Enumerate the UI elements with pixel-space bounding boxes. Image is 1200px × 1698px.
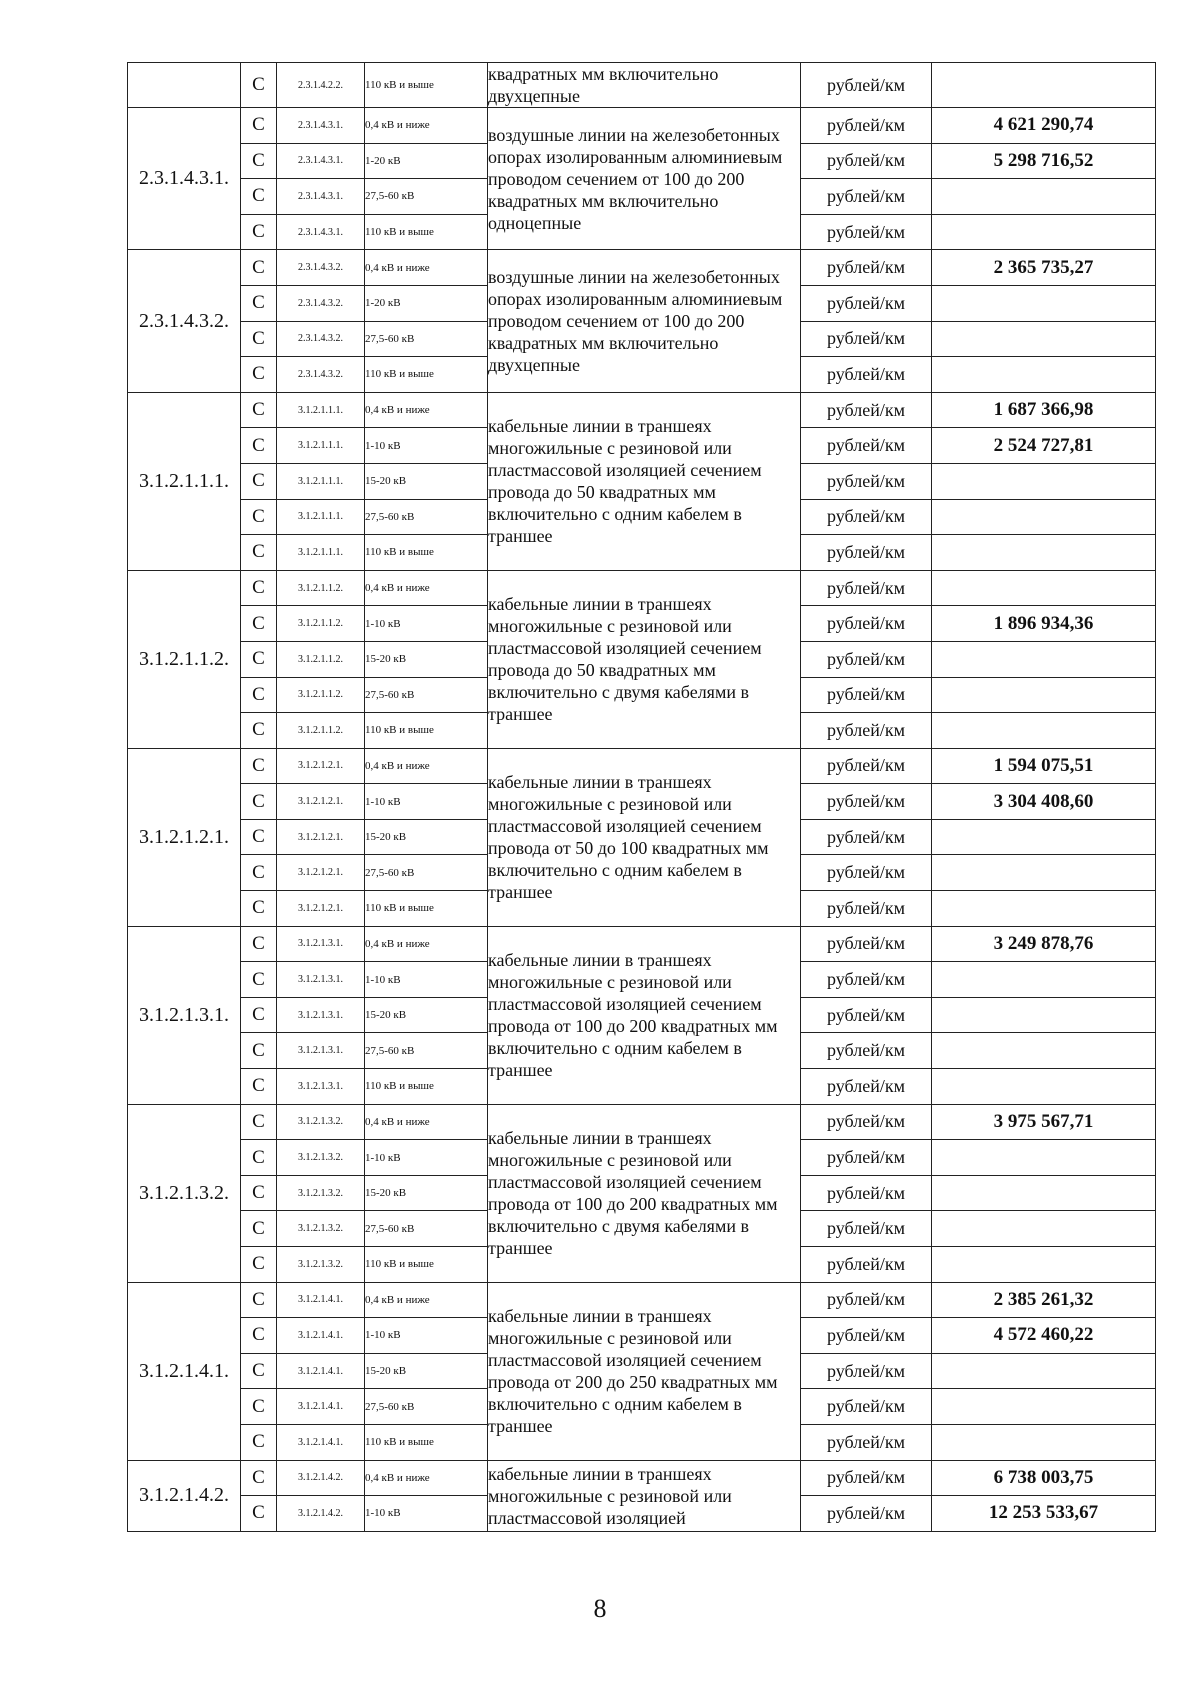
value-cell: 1 896 934,36 [932, 606, 1156, 642]
value-cell: 12 253 533,67 [932, 1496, 1156, 1532]
voltage-cell: 110 кВ и выше [365, 63, 488, 108]
subcode-cell: 3.1.2.1.1.1. [277, 499, 365, 535]
subcode-cell: 3.1.2.1.2.1. [277, 748, 365, 784]
category-cell: С [241, 179, 277, 215]
voltage-cell: 110 кВ и выше [365, 214, 488, 250]
value-cell [932, 1069, 1156, 1105]
subcode-cell: 3.1.2.1.2.1. [277, 891, 365, 927]
unit-cell: рублей/км [801, 962, 932, 998]
unit-cell: рублей/км [801, 357, 932, 393]
table-row [128, 926, 1156, 962]
unit-cell: рублей/км [801, 819, 932, 855]
unit-cell: рублей/км [801, 748, 932, 784]
unit-cell: рублей/км [801, 392, 932, 428]
voltage-cell: 1-10 кВ [365, 1140, 488, 1176]
voltage-cell: 110 кВ и выше [365, 535, 488, 571]
value-cell [932, 321, 1156, 357]
group-code: 3.1.2.1.1.2. [128, 570, 241, 748]
unit-cell: рублей/км [801, 250, 932, 286]
unit-cell: рублей/км [801, 926, 932, 962]
voltage-cell: 0,4 кВ и ниже [365, 926, 488, 962]
category-cell: С [241, 108, 277, 144]
voltage-cell: 15-20 кВ [365, 641, 488, 677]
subcode-cell: 3.1.2.1.4.1. [277, 1389, 365, 1425]
category-cell: С [241, 606, 277, 642]
subcode-cell: 2.3.1.4.3.2. [277, 250, 365, 286]
group-description: квадратных мм включительно двухцепные [488, 63, 801, 108]
group-description: кабельные линии в траншеях многожильные с резиновой или пластмассовой изоляцией сечением провода от 100 до 200 квадратных мм включительно с одним кабелем в траншее [488, 926, 801, 1104]
unit-cell: рублей/км [801, 535, 932, 571]
unit-cell: рублей/км [801, 570, 932, 606]
value-cell [932, 1424, 1156, 1460]
unit-cell: рублей/км [801, 606, 932, 642]
subcode-cell: 3.1.2.1.4.2. [277, 1460, 365, 1496]
subcode-cell: 3.1.2.1.3.2. [277, 1104, 365, 1140]
category-cell: С [241, 891, 277, 927]
value-cell [932, 641, 1156, 677]
group-code: 2.3.1.4.3.1. [128, 108, 241, 250]
value-cell: 4 621 290,74 [932, 108, 1156, 144]
group-code [128, 63, 241, 108]
unit-cell: рублей/км [801, 1353, 932, 1389]
group-description: кабельные линии в траншеях многожильные с резиновой или пластмассовой изоляцией сечением провода до 50 квадратных мм включительно с двумя кабелями в траншее [488, 570, 801, 748]
table-row [128, 392, 1156, 428]
group-description: воздушные линии на железобетонных опорах изолированным алюминиевым проводом сечением от 100 до 200 квадратных мм включительно двухцепные [488, 250, 801, 392]
value-cell [932, 63, 1156, 108]
voltage-cell: 1-10 кВ [365, 606, 488, 642]
group-description: кабельные линии в траншеях многожильные с резиновой или пластмассовой изоляцией сечением провода от 50 до 100 квадратных мм включительно с одним кабелем в траншее [488, 748, 801, 926]
value-cell [932, 997, 1156, 1033]
unit-cell: рублей/км [801, 463, 932, 499]
voltage-cell: 0,4 кВ и ниже [365, 570, 488, 606]
category-cell: С [241, 855, 277, 891]
subcode-cell: 3.1.2.1.1.1. [277, 463, 365, 499]
voltage-cell: 27,5-60 кВ [365, 855, 488, 891]
voltage-cell: 1-10 кВ [365, 962, 488, 998]
unit-cell: рублей/км [801, 891, 932, 927]
unit-cell: рублей/км [801, 997, 932, 1033]
subcode-cell: 3.1.2.1.4.1. [277, 1282, 365, 1318]
table-row [128, 108, 1156, 144]
voltage-cell: 1-10 кВ [365, 784, 488, 820]
table-row [128, 250, 1156, 286]
unit-cell: рублей/км [801, 1424, 932, 1460]
value-cell [932, 1175, 1156, 1211]
category-cell: С [241, 250, 277, 286]
category-cell: С [241, 392, 277, 428]
unit-cell: рублей/км [801, 1069, 932, 1105]
tariff-table [127, 62, 1156, 1532]
voltage-cell: 0,4 кВ и ниже [365, 1282, 488, 1318]
category-cell: С [241, 1140, 277, 1176]
voltage-cell: 27,5-60 кВ [365, 1211, 488, 1247]
unit-cell: рублей/км [801, 784, 932, 820]
value-cell [932, 819, 1156, 855]
category-cell: С [241, 1496, 277, 1532]
subcode-cell: 3.1.2.1.1.2. [277, 570, 365, 606]
category-cell: С [241, 713, 277, 749]
value-cell: 1 594 075,51 [932, 748, 1156, 784]
voltage-cell: 27,5-60 кВ [365, 1389, 488, 1425]
voltage-cell: 110 кВ и выше [365, 1069, 488, 1105]
value-cell [932, 285, 1156, 321]
unit-cell: рублей/км [801, 713, 932, 749]
unit-cell: рублей/км [801, 179, 932, 215]
voltage-cell: 1-10 кВ [365, 1318, 488, 1354]
value-cell: 5 298 716,52 [932, 143, 1156, 179]
category-cell: С [241, 285, 277, 321]
value-cell [932, 713, 1156, 749]
category-cell: С [241, 1211, 277, 1247]
voltage-cell: 27,5-60 кВ [365, 1033, 488, 1069]
table-row [128, 63, 1156, 108]
category-cell: С [241, 1460, 277, 1496]
category-cell: С [241, 63, 277, 108]
value-cell [932, 1247, 1156, 1283]
category-cell: С [241, 570, 277, 606]
group-code: 3.1.2.1.2.1. [128, 748, 241, 926]
value-cell [932, 1389, 1156, 1425]
category-cell: С [241, 1069, 277, 1105]
group-code: 3.1.2.1.1.1. [128, 392, 241, 570]
page-number: 8 [593, 1594, 607, 1623]
subcode-cell: 3.1.2.1.3.2. [277, 1175, 365, 1211]
group-code: 3.1.2.1.3.1. [128, 926, 241, 1104]
group-description: кабельные линии в траншеях многожильные с резиновой или пластмассовой изоляцией сечением провода до 50 квадратных мм включительно с одним кабелем в траншее [488, 392, 801, 570]
unit-cell: рублей/км [801, 499, 932, 535]
category-cell: С [241, 1424, 277, 1460]
value-cell: 4 572 460,22 [932, 1318, 1156, 1354]
voltage-cell: 27,5-60 кВ [365, 677, 488, 713]
voltage-cell: 110 кВ и выше [365, 1424, 488, 1460]
voltage-cell: 0,4 кВ и ниже [365, 250, 488, 286]
unit-cell: рублей/км [801, 1496, 932, 1532]
value-cell: 2 365 735,27 [932, 250, 1156, 286]
voltage-cell: 1-20 кВ [365, 285, 488, 321]
subcode-cell: 3.1.2.1.1.2. [277, 641, 365, 677]
subcode-cell: 3.1.2.1.1.2. [277, 713, 365, 749]
unit-cell: рублей/км [801, 428, 932, 464]
subcode-cell: 3.1.2.1.2.1. [277, 819, 365, 855]
table-row [128, 1104, 1156, 1140]
subcode-cell: 3.1.2.1.1.1. [277, 428, 365, 464]
unit-cell: рублей/км [801, 1318, 932, 1354]
subcode-cell: 3.1.2.1.3.1. [277, 997, 365, 1033]
subcode-cell: 2.3.1.4.3.2. [277, 285, 365, 321]
voltage-cell: 1-10 кВ [365, 428, 488, 464]
category-cell: С [241, 214, 277, 250]
category-cell: С [241, 463, 277, 499]
category-cell: С [241, 1353, 277, 1389]
voltage-cell: 0,4 кВ и ниже [365, 1104, 488, 1140]
unit-cell: рублей/км [801, 1033, 932, 1069]
subcode-cell: 2.3.1.4.2.2. [277, 63, 365, 108]
category-cell: С [241, 997, 277, 1033]
group-code: 3.1.2.1.3.2. [128, 1104, 241, 1282]
voltage-cell: 27,5-60 кВ [365, 321, 488, 357]
value-cell [932, 214, 1156, 250]
subcode-cell: 3.1.2.1.3.1. [277, 1069, 365, 1105]
category-cell: С [241, 1175, 277, 1211]
unit-cell: рублей/км [801, 855, 932, 891]
value-cell [932, 570, 1156, 606]
value-cell [932, 179, 1156, 215]
category-cell: С [241, 535, 277, 571]
subcode-cell: 3.1.2.1.2.1. [277, 855, 365, 891]
voltage-cell: 0,4 кВ и ниже [365, 108, 488, 144]
voltage-cell: 110 кВ и выше [365, 713, 488, 749]
value-cell [932, 1140, 1156, 1176]
category-cell: С [241, 677, 277, 713]
category-cell: С [241, 926, 277, 962]
value-cell [932, 535, 1156, 571]
group-code: 3.1.2.1.4.2. [128, 1460, 241, 1531]
value-cell [932, 1353, 1156, 1389]
subcode-cell: 3.1.2.1.4.1. [277, 1424, 365, 1460]
value-cell: 1 687 366,98 [932, 392, 1156, 428]
category-cell: С [241, 819, 277, 855]
subcode-cell: 3.1.2.1.1.1. [277, 535, 365, 571]
subcode-cell: 3.1.2.1.3.2. [277, 1247, 365, 1283]
subcode-cell: 2.3.1.4.3.2. [277, 321, 365, 357]
value-cell [932, 962, 1156, 998]
value-cell: 3 304 408,60 [932, 784, 1156, 820]
category-cell: С [241, 784, 277, 820]
value-cell: 2 524 727,81 [932, 428, 1156, 464]
voltage-cell: 15-20 кВ [365, 819, 488, 855]
group-description: кабельные линии в траншеях многожильные с резиновой или пластмассовой изоляцией сечением провода от 100 до 200 квадратных мм включительно с двумя кабелями в траншее [488, 1104, 801, 1282]
category-cell: С [241, 1282, 277, 1318]
category-cell: С [241, 962, 277, 998]
category-cell: С [241, 357, 277, 393]
unit-cell: рублей/км [801, 1282, 932, 1318]
subcode-cell: 3.1.2.1.1.2. [277, 606, 365, 642]
value-cell: 2 385 261,32 [932, 1282, 1156, 1318]
subcode-cell: 3.1.2.1.4.1. [277, 1353, 365, 1389]
value-cell [932, 499, 1156, 535]
subcode-cell: 3.1.2.1.4.2. [277, 1496, 365, 1532]
unit-cell: рублей/км [801, 1104, 932, 1140]
unit-cell: рублей/км [801, 214, 932, 250]
unit-cell: рублей/км [801, 1247, 932, 1283]
category-cell: С [241, 321, 277, 357]
unit-cell: рублей/км [801, 677, 932, 713]
subcode-cell: 3.1.2.1.1.1. [277, 392, 365, 428]
voltage-cell: 27,5-60 кВ [365, 179, 488, 215]
value-cell [932, 855, 1156, 891]
group-code: 3.1.2.1.4.1. [128, 1282, 241, 1460]
subcode-cell: 3.1.2.1.1.2. [277, 677, 365, 713]
voltage-cell: 15-20 кВ [365, 1353, 488, 1389]
unit-cell: рублей/км [801, 285, 932, 321]
unit-cell: рублей/км [801, 321, 932, 357]
category-cell: С [241, 1389, 277, 1425]
voltage-cell: 110 кВ и выше [365, 891, 488, 927]
value-cell [932, 1211, 1156, 1247]
unit-cell: рублей/км [801, 1140, 932, 1176]
voltage-cell: 15-20 кВ [365, 997, 488, 1033]
unit-cell: рублей/км [801, 641, 932, 677]
group-description: кабельные линии в траншеях многожильные с резиновой или пластмассовой изоляцией сечением провода от 200 до 250 квадратных мм включительно с одним кабелем в траншее [488, 1282, 801, 1460]
value-cell: 6 738 003,75 [932, 1460, 1156, 1496]
subcode-cell: 2.3.1.4.3.1. [277, 143, 365, 179]
category-cell: С [241, 748, 277, 784]
unit-cell: рублей/км [801, 1389, 932, 1425]
table-row [128, 1282, 1156, 1318]
voltage-cell: 15-20 кВ [365, 1175, 488, 1211]
voltage-cell: 0,4 кВ и ниже [365, 748, 488, 784]
value-cell [932, 357, 1156, 393]
table-row [128, 1460, 1156, 1496]
value-cell: 3 975 567,71 [932, 1104, 1156, 1140]
subcode-cell: 2.3.1.4.3.1. [277, 214, 365, 250]
table-row [128, 570, 1156, 606]
subcode-cell: 2.3.1.4.3.1. [277, 179, 365, 215]
group-description: кабельные линии в траншеях многожильные с резиновой или пластмассовой изоляцией [488, 1460, 801, 1531]
unit-cell: рублей/км [801, 1211, 932, 1247]
group-code: 2.3.1.4.3.2. [128, 250, 241, 392]
category-cell: С [241, 1104, 277, 1140]
voltage-cell: 110 кВ и выше [365, 357, 488, 393]
voltage-cell: 0,4 кВ и ниже [365, 392, 488, 428]
subcode-cell: 3.1.2.1.3.1. [277, 1033, 365, 1069]
category-cell: С [241, 143, 277, 179]
value-cell [932, 1033, 1156, 1069]
group-description: воздушные линии на железобетонных опорах изолированным алюминиевым проводом сечением от 100 до 200 квадратных мм включительно одноцепные [488, 108, 801, 250]
unit-cell: рублей/км [801, 143, 932, 179]
voltage-cell: 27,5-60 кВ [365, 499, 488, 535]
voltage-cell: 110 кВ и выше [365, 1247, 488, 1283]
unit-cell: рублей/км [801, 108, 932, 144]
value-cell: 3 249 878,76 [932, 926, 1156, 962]
subcode-cell: 2.3.1.4.3.2. [277, 357, 365, 393]
category-cell: С [241, 1033, 277, 1069]
value-cell [932, 677, 1156, 713]
table-row [128, 748, 1156, 784]
unit-cell: рублей/км [801, 63, 932, 108]
category-cell: С [241, 1318, 277, 1354]
category-cell: С [241, 428, 277, 464]
value-cell [932, 463, 1156, 499]
voltage-cell: 1-10 кВ [365, 1496, 488, 1532]
unit-cell: рублей/км [801, 1460, 932, 1496]
subcode-cell: 3.1.2.1.3.1. [277, 962, 365, 998]
voltage-cell: 0,4 кВ и ниже [365, 1460, 488, 1496]
subcode-cell: 3.1.2.1.3.2. [277, 1140, 365, 1176]
subcode-cell: 2.3.1.4.3.1. [277, 108, 365, 144]
voltage-cell: 1-20 кВ [365, 143, 488, 179]
category-cell: С [241, 1247, 277, 1283]
subcode-cell: 3.1.2.1.2.1. [277, 784, 365, 820]
category-cell: С [241, 641, 277, 677]
subcode-cell: 3.1.2.1.3.1. [277, 926, 365, 962]
subcode-cell: 3.1.2.1.3.2. [277, 1211, 365, 1247]
category-cell: С [241, 499, 277, 535]
voltage-cell: 15-20 кВ [365, 463, 488, 499]
tariff-table-body [128, 63, 1156, 1532]
subcode-cell: 3.1.2.1.4.1. [277, 1318, 365, 1354]
value-cell [932, 891, 1156, 927]
unit-cell: рублей/км [801, 1175, 932, 1211]
